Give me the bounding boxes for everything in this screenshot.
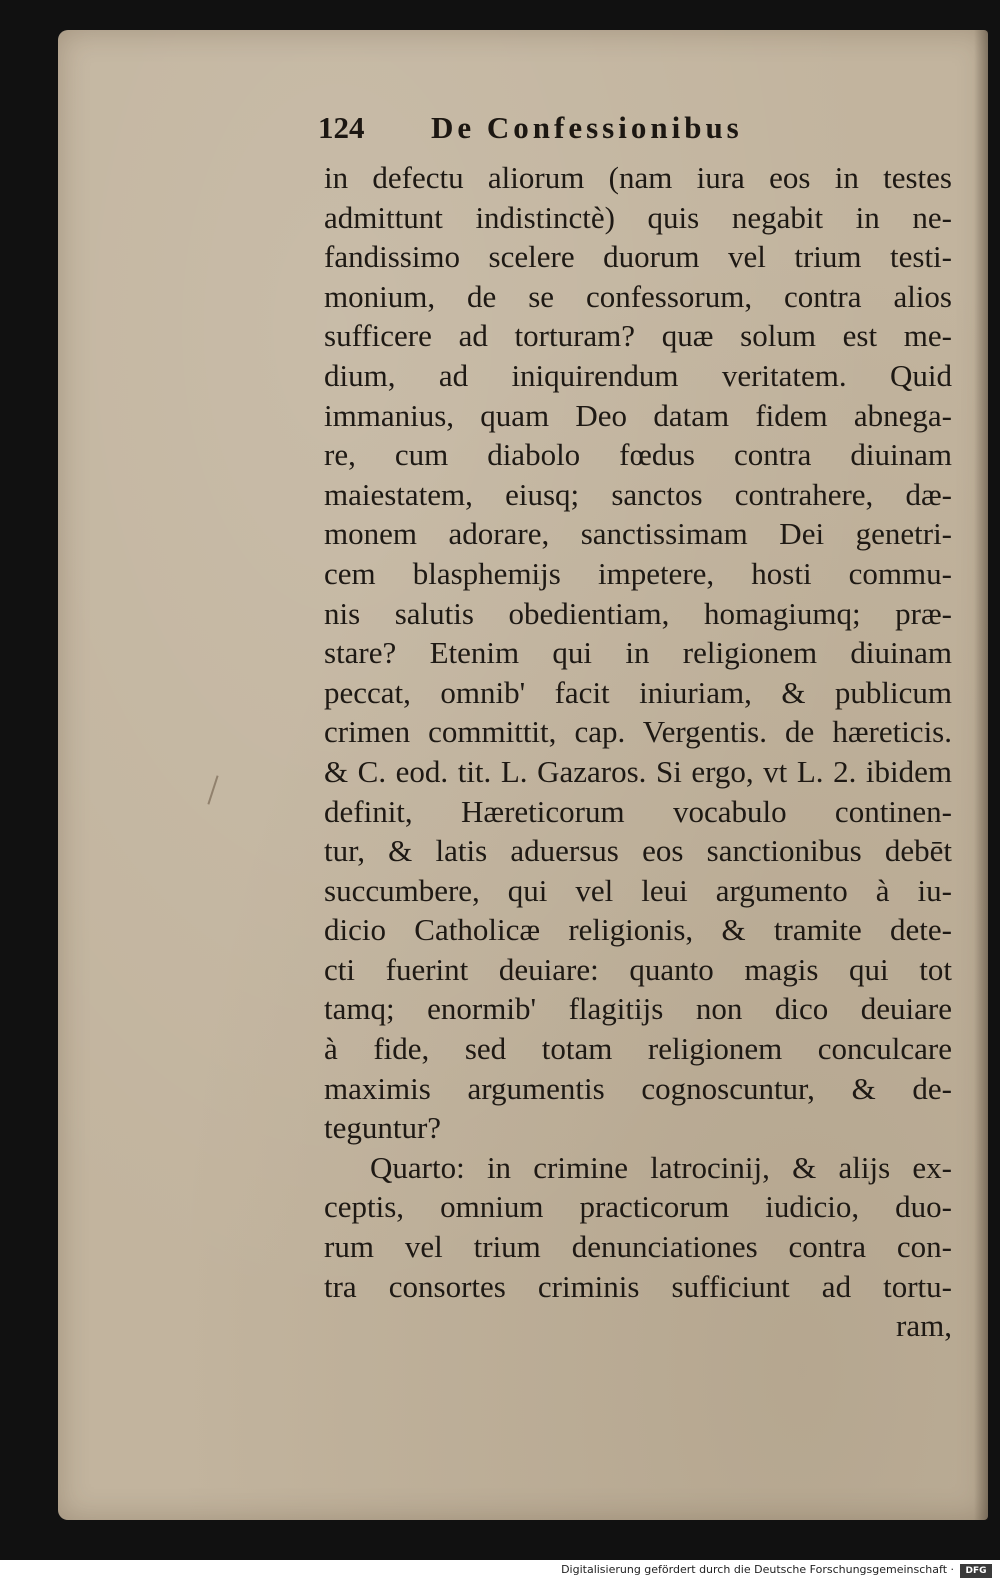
text-line: succumbere, qui vel leui argumento à iu- [324,872,952,908]
text-line: peccat, omnib' facit iniuriam, & publicum [324,674,952,710]
text-line: admittunt indistinctè) quis negabit in ne- [324,199,952,235]
text-line: rum vel trium denunciationes contra con- [324,1229,952,1265]
page-edge-shadow [974,30,988,1520]
text-line: re, cum diabolo fœdus contra diuinam [324,437,952,473]
text-line: & C. eod. tit. L. Gazaros. Si ergo, vt L. 2. ibidem [324,753,952,789]
text-line: nis salutis obedientiam, homagiumq; præ- [324,595,952,631]
text-line: maximis argumentis cognoscuntur, & de- [324,1070,952,1106]
text-line: cem blasphemijs impetere, hosti commu- [324,555,952,591]
text-line: sufficere ad torturam? quæ solum est me- [324,318,952,354]
text-line: teguntur? [324,1110,442,1146]
text-line: crimen committit, cap. Vergentis. de hæreticis. [324,714,952,750]
text-line: tamq; enormib' flagitijs non dico deuiare [324,991,952,1027]
text-line: stare? Etenim qui in religionem diuinam [324,635,952,671]
text-line: definit, Hæreticorum vocabulo continen- [324,793,952,829]
text-line: monium, de se confessorum, contra alios [324,278,952,314]
text-line: à fide, sed totam religionem conculcare [324,1031,952,1067]
text-line: Quarto: in crimine latrocinij, & alijs ex- [370,1149,952,1185]
catchword: ram, [896,1308,952,1344]
text-line: dium, ad iniquirendum veritatem. Quid [324,357,952,393]
text-line: ceptis, omnium practicorum iudicio, duo- [324,1189,952,1225]
text-line: monem adorare, sanctissimam Dei genetri- [324,516,952,552]
digitization-footer [0,1560,1000,1582]
dfg-logo-icon: DFG [960,1564,992,1578]
running-title: De Confessionibus [431,110,743,145]
text-line: fandissimo scelere duorum vel trium testi- [324,239,952,275]
text-line: in defectu aliorum (nam iura eos in testes [324,160,952,195]
text-line: maiestatem, eiusq; sanctos contrahere, dæ- [324,476,952,512]
page-header [318,110,858,158]
text-line: tra consortes criminis sufficiunt ad tortu- [324,1268,952,1304]
text-line: tur, & latis aduersus eos sanctionibus debēt [324,833,952,869]
funding-notice: Digitalisierung gefördert durch die Deutsche Forschungsgemeinschaft · [561,1563,954,1576]
text-line: dicio Catholicæ religionis, & tramite dete- [324,912,952,948]
body-text [324,158,952,1346]
text-line: cti fuerint deuiare: quanto magis qui tot [324,951,952,987]
page-number: 124 [318,110,365,145]
text-line: immanius, quam Deo datam fidem abnega- [324,397,952,433]
